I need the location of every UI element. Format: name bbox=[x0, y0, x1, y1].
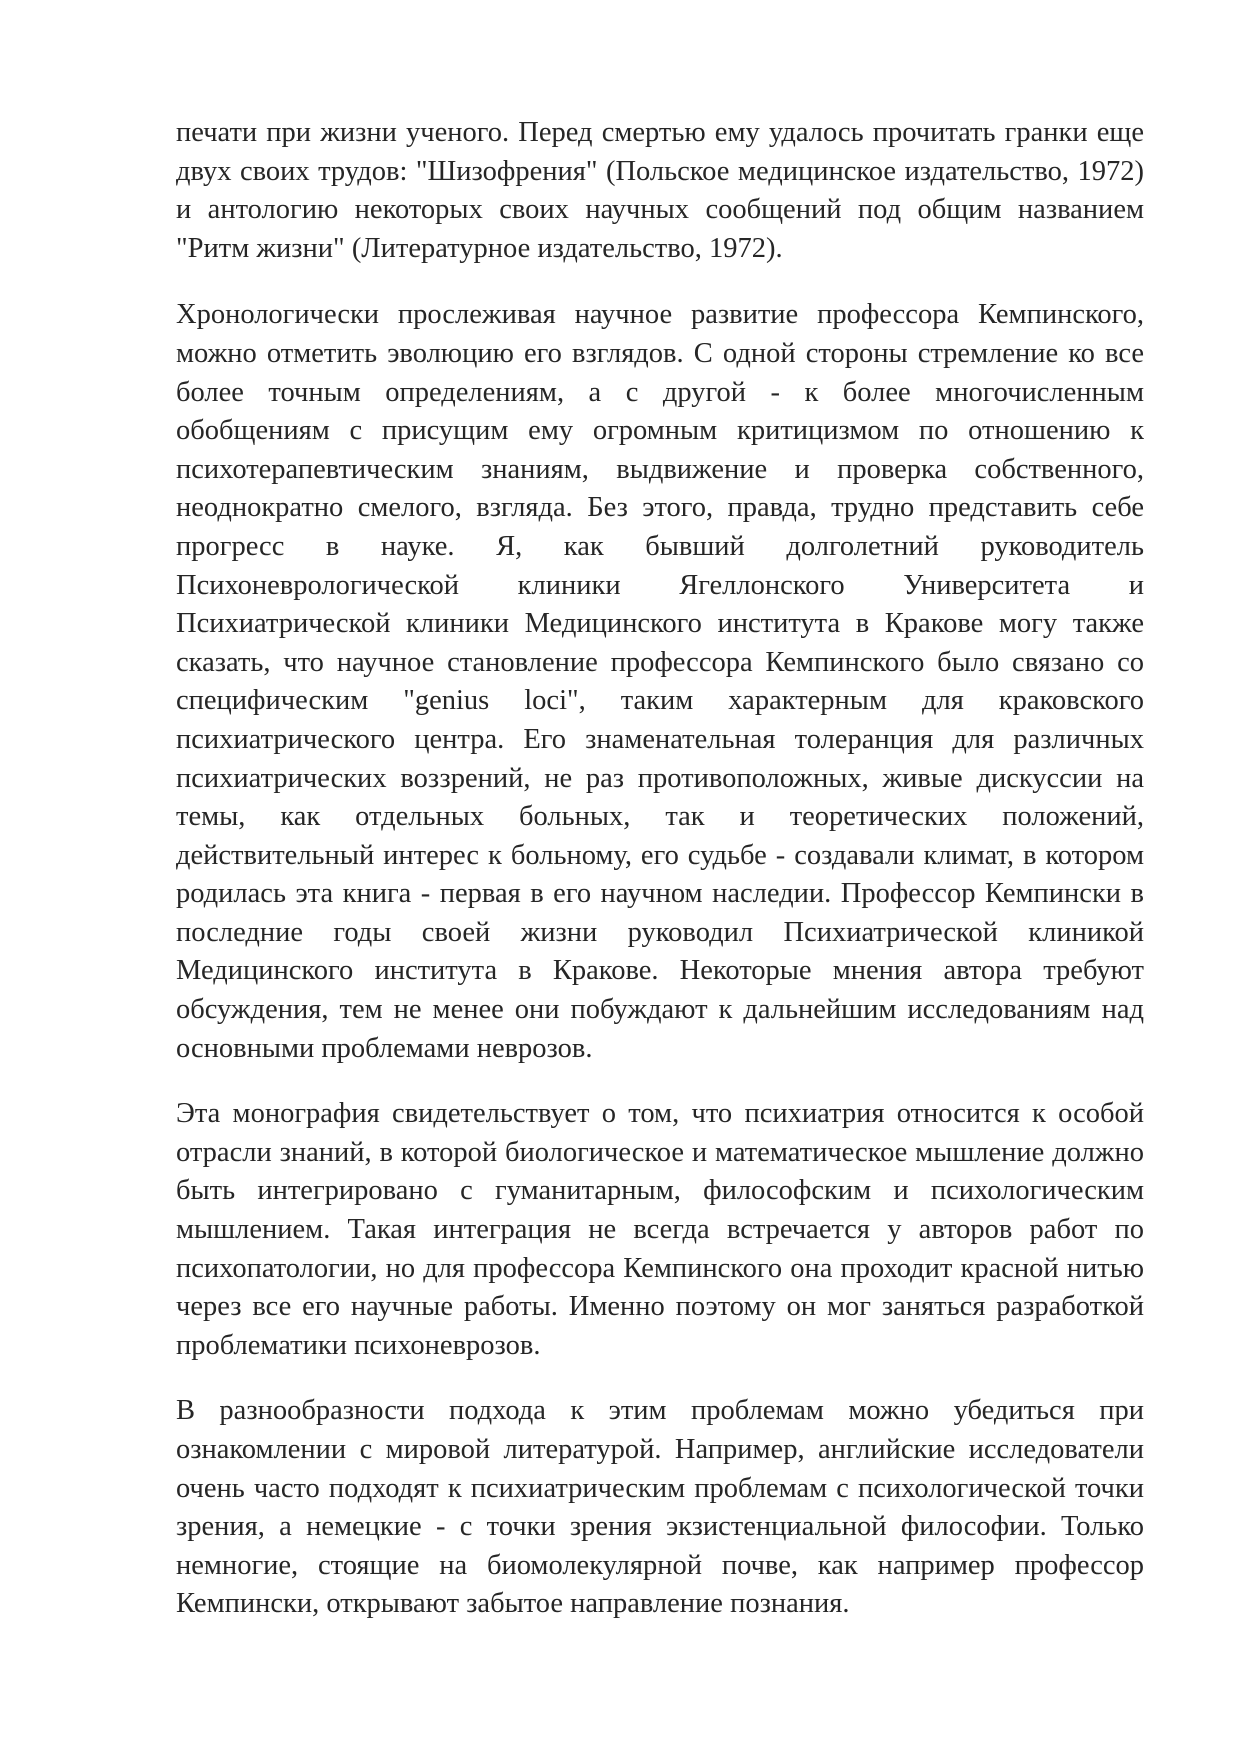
paragraph-1: печати при жизни ученого. Перед смертью ему удалось прочитать гранки еще двух своих трудов: "Шизофрения" (Польское медицинское издательство, 1972) и антологию некоторых своих научных сообщений под общим названием "Ритм жизни" (Литературное издательство, 1972). bbox=[176, 117, 1144, 264]
paragraph-4: В разнообразности подхода к этим проблемам можно убедиться при ознакомлении с мировой литературой. Например, английские исследователи очень часто подходят к психиатрическим проблемам с психологической точки зрения, а немецкие - с точки зрения экзистенциальной философии. Только немногие, стоящие на биомолекулярной почве, как например профессор Кемпински, открывают забытое направление познания. bbox=[176, 1395, 1144, 1620]
paragraph-2: Хронологически прослеживая научное развитие профессора Кемпинского, можно отметить эволюцию его взглядов. С одной стороны стремление ко все более точным определениям, а с другой - к более многочисленным обобщениям с присущим ему огромным критицизмом по отношению к психотерапевтическим знаниям, выдвижение и проверка собственного, неоднократно смелого, взгляда. Без этого, правда, трудно представить себе прогресс в науке. Я, как бывший долголетний руководитель Психоневрологической клиники Ягеллонского Университета и Психиатрической клиники Медицинского института в Кракове могу также сказать, что научное становление профессора Кемпинского было связано со специфическим "genius loci", таким характерным для краковского психиатрического центра. Его знаменательная толеранция для различных психиатрических воззрений, не раз противоположных, живые дискуссии на темы, как отдельных больных, так и теоретических положений, действительный интерес к больному, его судьбе - создавали климат, в котором родилась эта книга - первая в его научном наследии. Профессор Кемпински в последние годы своей жизни руководил Психиатрической клиникой Медицинского института в Кракове. Некоторые мнения автора требуют обсуждения, тем не менее они побуждают к дальнейшим исследованиям над основными проблемами неврозов. bbox=[176, 299, 1144, 1064]
paragraph-3: Эта монография свидетельствует о том, что психиатрия относится к особой отрасли знаний, в которой биологическое и математическое мышление должно быть интегрировано с гуманитарным, философским и психологическим мышлением. Такая интеграция не всегда встречается у авторов работ по психопатологии, но для профессора Кемпинского она проходит красной нитью через все его научные работы. Именно поэтому он мог заняться разработкой проблематики психоневрозов. bbox=[176, 1098, 1144, 1361]
